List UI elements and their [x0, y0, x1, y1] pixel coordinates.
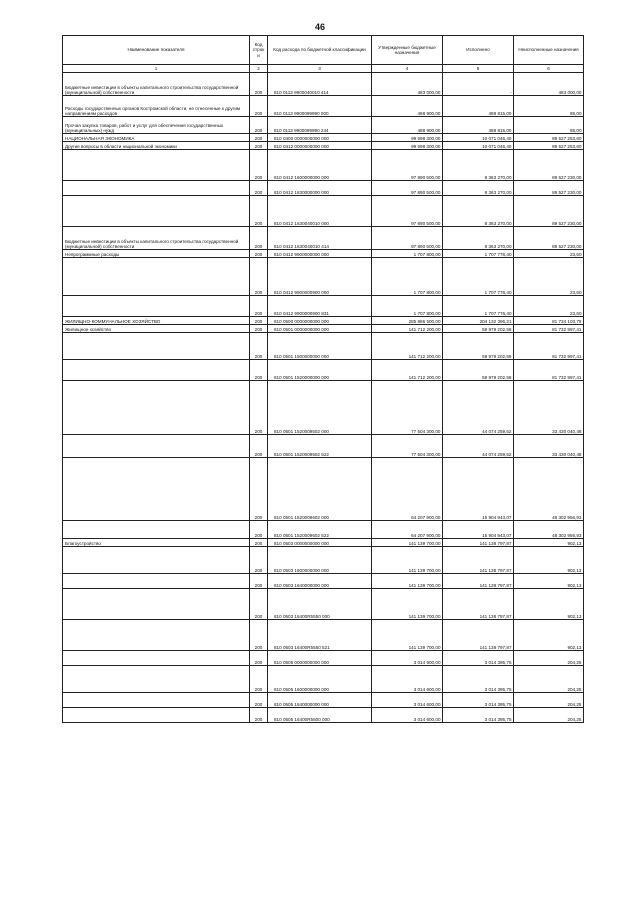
- table-row: [63, 666, 584, 693]
- row-executed: 1 707 776,40: [443, 250, 514, 258]
- row-remaining: 33 430 040,48: [514, 381, 584, 435]
- row-remaining: 89 527 230,00: [514, 150, 584, 181]
- row-executed: 8 363 270,00: [443, 181, 514, 196]
- row-approved: 141 712 200,00: [372, 360, 443, 381]
- table-row: [63, 227, 584, 250]
- row-remaining: 204,25: [514, 651, 584, 666]
- table-row: [63, 325, 584, 333]
- row-line-code: 200: [250, 196, 268, 227]
- row-name: [63, 620, 250, 651]
- table-row: [63, 258, 584, 296]
- row-line-code: 200: [250, 117, 268, 134]
- row-approved: 1 707 800,00: [372, 296, 443, 317]
- row-name: [63, 333, 250, 360]
- header-name: Наименование показателя: [63, 36, 250, 65]
- header-line-code: Код строк и: [250, 36, 268, 65]
- row-kbk: 810 0113 9900040010 414: [268, 73, 372, 96]
- row-name: [63, 574, 250, 589]
- row-remaining: 902,13: [514, 589, 584, 620]
- row-approved: 64 207 900,00: [372, 458, 443, 521]
- column-number: 1: [63, 65, 250, 73]
- column-number: 4: [372, 65, 443, 73]
- row-line-code: 200: [250, 620, 268, 651]
- row-executed: 59 979 202,59: [443, 333, 514, 360]
- table-row: [63, 150, 584, 181]
- row-kbk: 810 0503 16400R5550 000: [268, 589, 372, 620]
- row-remaining: 902,13: [514, 574, 584, 589]
- row-kbk: 810 0113 9900099990 244: [268, 117, 372, 134]
- row-kbk: 810 0505 0000000000 000: [268, 651, 372, 666]
- row-approved: 141 712 200,00: [372, 333, 443, 360]
- table-row: [63, 360, 584, 381]
- row-name: Расходы государственных органов Костромской области, не отнесенные к другим направлениям расходов: [63, 96, 250, 117]
- row-executed: 10 071 046,40: [443, 142, 514, 150]
- row-approved: 77 504 300,00: [372, 381, 443, 435]
- header-remaining: Неисполненные назначения: [514, 36, 584, 65]
- row-line-code: 200: [250, 651, 268, 666]
- row-executed: 8 363 270,00: [443, 150, 514, 181]
- row-kbk: 810 0501 1520009502 522: [268, 435, 372, 458]
- row-remaining: 204,25: [514, 693, 584, 708]
- row-line-code: 200: [250, 325, 268, 333]
- row-name: [63, 181, 250, 196]
- row-line-code: 200: [250, 708, 268, 723]
- row-kbk: 810 0412 0000000000 000: [268, 142, 372, 150]
- row-remaining: 204,25: [514, 666, 584, 693]
- row-kbk: 810 0501 1520009502 000: [268, 381, 372, 435]
- table-row: [63, 196, 584, 227]
- column-number: 2: [250, 65, 268, 73]
- row-executed: 59 979 202,59: [443, 325, 514, 333]
- table-body: [63, 73, 584, 723]
- row-name: НАЦИОНАЛЬНАЯ ЭКОНОМИКА: [63, 134, 250, 142]
- row-line-code: 200: [250, 333, 268, 360]
- row-kbk: 810 0505 16400R5600 000: [268, 708, 372, 723]
- row-executed: 3 014 395,75: [443, 708, 514, 723]
- row-approved: 64 207 900,00: [372, 521, 443, 539]
- row-remaining: 85,00: [514, 96, 584, 117]
- table-row: [63, 250, 584, 258]
- row-kbk: 810 0505 1600000000 000: [268, 666, 372, 693]
- row-name: Непрограммные расходы: [63, 250, 250, 258]
- row-approved: 97 890 500,00: [372, 181, 443, 196]
- row-approved: 99 598 300,00: [372, 142, 443, 150]
- row-line-code: 200: [250, 258, 268, 296]
- row-approved: 483 000,00: [372, 73, 443, 96]
- row-line-code: 200: [250, 96, 268, 117]
- row-executed: 8 363 270,00: [443, 196, 514, 227]
- row-name: Бюджетные инвестиции в объекты капитального строительства государственной (муниципальной) собственности: [63, 227, 250, 250]
- table-row: [63, 73, 584, 96]
- row-line-code: 200: [250, 589, 268, 620]
- row-line-code: 200: [250, 227, 268, 250]
- row-executed: 3 014 395,75: [443, 693, 514, 708]
- row-executed: 10 071 046,40: [443, 134, 514, 142]
- table-row: [63, 435, 584, 458]
- row-approved: 3 014 600,00: [372, 651, 443, 666]
- row-remaining: 81 734 103,79: [514, 317, 584, 325]
- row-approved: 97 890 500,00: [372, 196, 443, 227]
- row-kbk: 810 0503 0000000000 000: [268, 539, 372, 547]
- table-row: [63, 574, 584, 589]
- table-row: [63, 381, 584, 435]
- table-row: [63, 651, 584, 666]
- row-line-code: 200: [250, 317, 268, 325]
- row-executed: 488 815,00: [443, 117, 514, 134]
- row-executed: 141 138 797,87: [443, 574, 514, 589]
- row-kbk: 810 0412 1630040010 000: [268, 196, 372, 227]
- row-remaining: 89 527 230,00: [514, 181, 584, 196]
- header-approved: Утвержденные бюджетные назначения: [372, 36, 443, 65]
- row-line-code: 200: [250, 435, 268, 458]
- row-kbk: 810 0501 1520000000 000: [268, 360, 372, 381]
- table-row: [63, 181, 584, 196]
- row-executed: 488 815,00: [443, 96, 514, 117]
- header-kbk: Код расхода по бюджетной классификации: [268, 36, 372, 65]
- table-row: [63, 96, 584, 117]
- row-kbk: 810 0412 9900000900 831: [268, 296, 372, 317]
- row-line-code: 200: [250, 381, 268, 435]
- row-executed: 1 707 776,40: [443, 258, 514, 296]
- row-kbk: 810 0501 1500000000 000: [268, 333, 372, 360]
- page-number: 46: [314, 22, 325, 32]
- row-executed: 1 707 776,40: [443, 296, 514, 317]
- row-executed: 141 138 797,87: [443, 547, 514, 574]
- row-name: [63, 693, 250, 708]
- table-row: [63, 117, 584, 134]
- row-kbk: 810 0113 9900099990 000: [268, 96, 372, 117]
- row-approved: 488 900,00: [372, 117, 443, 134]
- row-remaining: 89 527 230,00: [514, 227, 584, 250]
- row-kbk: 810 0501 1520009602 000: [268, 458, 372, 521]
- row-name: Бюджетные инвестиции в объекты капитального строительства государственной (муниципальной) собственности: [63, 73, 250, 96]
- row-kbk: 810 0503 1600000000 000: [268, 547, 372, 574]
- row-kbk: 810 0505 1640000000 000: [268, 693, 372, 708]
- row-name: [63, 296, 250, 317]
- row-approved: 1 707 800,00: [372, 250, 443, 258]
- row-remaining: 902,13: [514, 620, 584, 651]
- row-executed: 141 138 797,87: [443, 620, 514, 651]
- row-kbk: 810 0503 1640000000 000: [268, 574, 372, 589]
- row-name: [63, 589, 250, 620]
- row-approved: 1 707 800,00: [372, 258, 443, 296]
- row-executed: 8 363 270,00: [443, 227, 514, 250]
- row-line-code: 200: [250, 142, 268, 150]
- row-remaining: 204,25: [514, 708, 584, 723]
- row-kbk: 810 0501 1520009602 522: [268, 521, 372, 539]
- row-line-code: 200: [250, 360, 268, 381]
- table-row: [63, 547, 584, 574]
- row-line-code: 200: [250, 296, 268, 317]
- row-remaining: 89 527 230,00: [514, 196, 584, 227]
- table-row: [63, 521, 584, 539]
- row-remaining: 33 430 040,48: [514, 435, 584, 458]
- row-name: [63, 521, 250, 539]
- row-executed: 141 138 797,87: [443, 589, 514, 620]
- row-executed: 44 074 259,52: [443, 381, 514, 435]
- row-line-code: 200: [250, 181, 268, 196]
- row-remaining: 81 732 997,41: [514, 360, 584, 381]
- row-name: [63, 435, 250, 458]
- table-row: [63, 708, 584, 723]
- row-name: [63, 196, 250, 227]
- row-remaining: 23,60: [514, 258, 584, 296]
- row-remaining: 23,60: [514, 296, 584, 317]
- table-row: [63, 134, 584, 142]
- row-approved: 141 139 700,00: [372, 574, 443, 589]
- row-name: Другие вопросы в области национальной экономики: [63, 142, 250, 150]
- row-name: [63, 651, 250, 666]
- budget-execution-table: [62, 35, 584, 723]
- row-line-code: 200: [250, 547, 268, 574]
- row-approved: 3 014 600,00: [372, 666, 443, 693]
- row-remaining: 85,00: [514, 117, 584, 134]
- row-approved: 77 504 300,00: [372, 435, 443, 458]
- row-remaining: 48 302 956,93: [514, 521, 584, 539]
- table-row: [63, 539, 584, 547]
- row-line-code: 200: [250, 150, 268, 181]
- row-name: [63, 381, 250, 435]
- row-executed: 44 074 259,52: [443, 435, 514, 458]
- row-executed: 3 014 395,75: [443, 666, 514, 693]
- table-header-row: [63, 36, 584, 65]
- row-line-code: 200: [250, 666, 268, 693]
- column-number-row: [63, 65, 584, 73]
- row-remaining: 81 732 997,41: [514, 333, 584, 360]
- row-remaining: 89 527 253,60: [514, 142, 584, 150]
- row-kbk: 810 0501 0000000000 000: [268, 325, 372, 333]
- row-approved: 97 890 500,00: [372, 227, 443, 250]
- row-approved: 141 139 700,00: [372, 620, 443, 651]
- row-kbk: 810 0412 1600000000 000: [268, 150, 372, 181]
- row-name: [63, 258, 250, 296]
- row-line-code: 200: [250, 539, 268, 547]
- row-name: ЖИЛИЩНО-КОММУНАЛЬНОЕ ХОЗЯЙСТВО: [63, 317, 250, 325]
- row-approved: 141 139 700,00: [372, 547, 443, 574]
- table-row: [63, 620, 584, 651]
- row-kbk: 810 0500 0000000000 000: [268, 317, 372, 325]
- row-remaining: 902,13: [514, 539, 584, 547]
- row-remaining: 902,13: [514, 547, 584, 574]
- table-row: [63, 296, 584, 317]
- row-executed: 15 904 943,07: [443, 521, 514, 539]
- row-line-code: 200: [250, 250, 268, 258]
- row-kbk: 810 0412 9900000000 000: [268, 250, 372, 258]
- row-approved: 488 900,00: [372, 96, 443, 117]
- table-row: [63, 333, 584, 360]
- row-executed: 204 132 396,21: [443, 317, 514, 325]
- row-line-code: 200: [250, 73, 268, 96]
- row-executed: 141 138 797,87: [443, 539, 514, 547]
- row-approved: 97 890 500,00: [372, 150, 443, 181]
- table-row: [63, 458, 584, 521]
- row-approved: 3 014 600,00: [372, 693, 443, 708]
- row-line-code: 200: [250, 458, 268, 521]
- row-approved: 141 139 700,00: [372, 539, 443, 547]
- row-name: Прочая закупка товаров, работ и услуг для обеспечения государственных (муниципальных) нужд: [63, 117, 250, 134]
- row-remaining: 89 527 253,60: [514, 134, 584, 142]
- row-remaining: 81 732 997,41: [514, 325, 584, 333]
- row-line-code: 200: [250, 693, 268, 708]
- row-kbk: 810 0412 1630000000 000: [268, 181, 372, 196]
- row-approved: 99 598 300,00: [372, 134, 443, 142]
- row-approved: 141 139 700,00: [372, 589, 443, 620]
- row-line-code: 200: [250, 521, 268, 539]
- column-number: 5: [443, 65, 514, 73]
- header-executed: Исполнено: [443, 36, 514, 65]
- row-name: [63, 547, 250, 574]
- table-row: [63, 589, 584, 620]
- row-name: [63, 360, 250, 381]
- row-remaining: 23,60: [514, 250, 584, 258]
- row-line-code: 200: [250, 574, 268, 589]
- row-kbk: 810 0503 16400R5550 521: [268, 620, 372, 651]
- row-name: Жилищное хозяйство: [63, 325, 250, 333]
- table-row: [63, 693, 584, 708]
- row-name: [63, 666, 250, 693]
- row-name: [63, 150, 250, 181]
- row-name: [63, 458, 250, 521]
- table-row: [63, 142, 584, 150]
- row-line-code: 200: [250, 134, 268, 142]
- row-kbk: 810 0400 0000000000 000: [268, 134, 372, 142]
- row-name: [63, 708, 250, 723]
- row-approved: 285 886 500,00: [372, 317, 443, 325]
- column-number: 3: [268, 65, 372, 73]
- row-executed: 3 014 395,75: [443, 651, 514, 666]
- row-executed: 59 979 202,59: [443, 360, 514, 381]
- row-approved: 3 014 600,00: [372, 708, 443, 723]
- row-executed: -: [443, 73, 514, 96]
- row-executed: 15 904 943,07: [443, 458, 514, 521]
- row-name: Благоустройство: [63, 539, 250, 547]
- table-row: [63, 317, 584, 325]
- column-number: 6: [514, 65, 584, 73]
- row-kbk: 810 0412 9900000900 000: [268, 258, 372, 296]
- row-remaining: 483 000,00: [514, 73, 584, 96]
- row-approved: 141 712 200,00: [372, 325, 443, 333]
- row-remaining: 48 302 956,93: [514, 458, 584, 521]
- row-kbk: 810 0412 1630040010 414: [268, 227, 372, 250]
